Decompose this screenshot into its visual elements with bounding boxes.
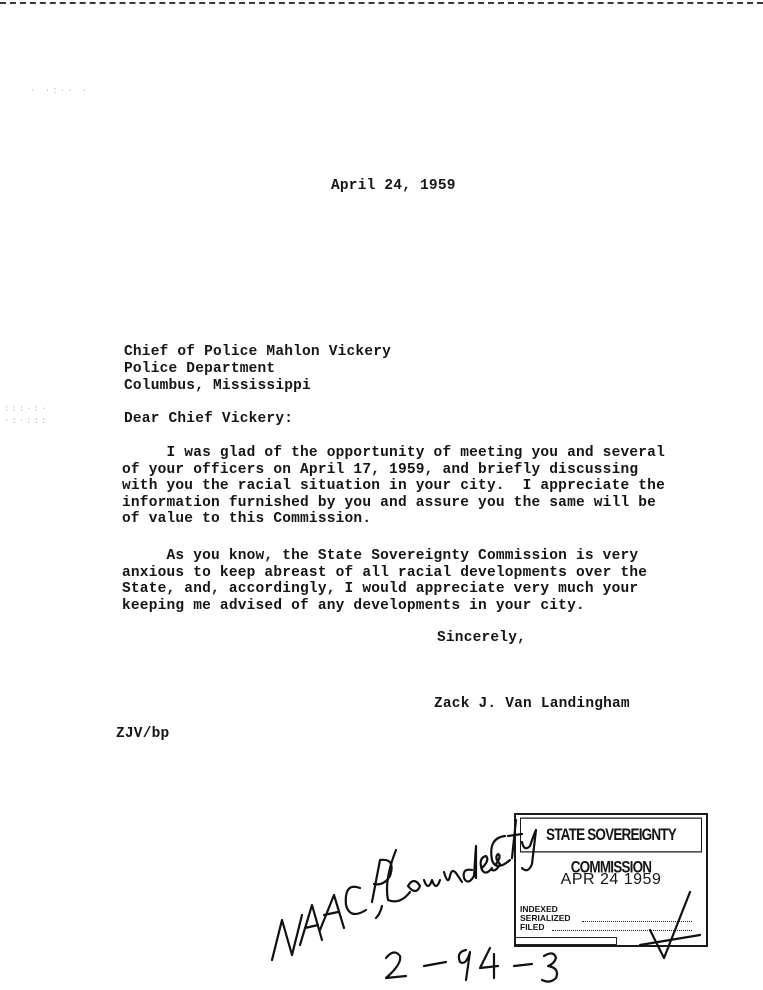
body-paragraph-1 — [122, 445, 665, 528]
handwritten-note — [424, 880, 440, 886]
handwritten-note — [387, 850, 410, 901]
paragraph-line: State, and, accordingly, I would appreciate very much your — [122, 581, 639, 597]
handwritten-note — [408, 881, 420, 891]
paragraph-line: As you know, the State Sovereignty Commission is very — [122, 548, 639, 564]
handwritten-note — [491, 836, 510, 866]
recipient-city-line: Columbus, Mississippi — [124, 378, 311, 394]
handwritten-note — [300, 905, 322, 945]
handwritten-file-number — [424, 962, 446, 966]
handwritten-file-number — [459, 950, 470, 980]
handwritten-note — [372, 860, 392, 902]
handwritten-file-number — [480, 948, 498, 978]
recipient-department-line: Police Department — [124, 361, 276, 377]
paragraph-line: of value to this Commission. — [122, 511, 372, 527]
stamp-field-serialized: SERIALIZED — [520, 913, 571, 923]
salutation: Dear Chief Vickery: — [124, 411, 294, 427]
stamp-header: STATE SOVEREIGNTY COMMISSION — [520, 818, 702, 853]
recipient-name-line: Chief of Police Mahlon Vickery — [124, 344, 392, 360]
paragraph-line: anxious to keep abreast of all racial developments over the — [122, 564, 648, 581]
commission-received-stamp — [514, 813, 708, 947]
stamp-dotted-line — [582, 921, 692, 922]
scan-speck: ·:·::: — [4, 416, 49, 426]
complimentary-close: Sincerely, — [437, 630, 527, 646]
page-top-edge — [0, 2, 763, 4]
paragraph-line: keeping me advised of any developments in your city. — [122, 597, 585, 614]
reference-initials: ZJV/bp — [116, 726, 170, 742]
stamp-field-indexed: INDEXED — [520, 904, 558, 914]
stamp-field-filed: FILED — [520, 922, 545, 932]
stamp-date: APR 24 1959 — [560, 871, 662, 888]
letter-date: April 24, 1959 — [331, 178, 456, 194]
stamp-dotted-line — [552, 930, 692, 931]
handwritten-note — [492, 854, 500, 870]
stamp-box-mark — [516, 937, 617, 945]
handwritten-note — [481, 856, 492, 873]
handwritten-note — [376, 906, 382, 918]
handwritten-note — [272, 915, 302, 960]
handwritten-note — [464, 846, 476, 882]
scan-speck: :::·:· — [4, 404, 49, 414]
handwritten-file-number — [386, 952, 406, 978]
handwritten-note — [346, 887, 366, 914]
paragraph-line: information furnished by you and assure you the same will be — [122, 494, 657, 511]
handwritten-note — [320, 895, 344, 930]
handwritten-note — [444, 871, 462, 882]
paragraph-line: of your officers on April 17, 1959, and briefly discussing — [122, 461, 639, 478]
scan-speck: · ·:·· · — [30, 86, 90, 96]
body-paragraph-2 — [122, 548, 647, 614]
paragraph-line: I was glad of the opportunity of meeting you and several — [122, 445, 665, 461]
handwritten-file-number — [514, 964, 532, 966]
paragraph-line: with you the racial situation in your city. I appreciate the — [122, 478, 665, 494]
handwritten-file-number — [542, 953, 557, 981]
signer-name: Zack J. Van Landingham — [434, 696, 630, 712]
